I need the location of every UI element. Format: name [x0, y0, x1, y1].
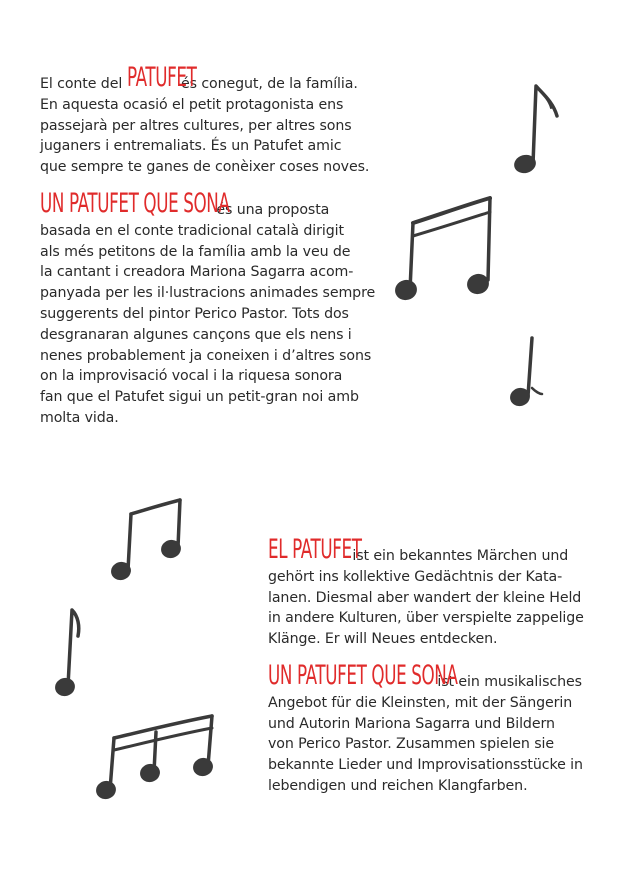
- german-desc-line-2: Angebot für die Kleinsten, mit der Sängerin: [268, 694, 573, 711]
- german-intro-line-5: Klänge. Er will Neues entdecken.: [268, 631, 498, 648]
- el-patufet-title: EL PATUFET: [268, 534, 362, 565]
- catalan-intro-line-5: que sempre te ganes de conèixer coses noves.: [40, 159, 370, 176]
- catalan-desc-line-11: molta vida.: [40, 409, 119, 426]
- german-intro-line-2: gehört ins kollektive Gedächtnis der Kata-: [268, 568, 563, 585]
- un-patufet-que-sona-title-de: UN PATUFET QUE SONA: [268, 660, 458, 691]
- quarter-note-icon: [500, 330, 555, 415]
- german-intro-line-3: lanen. Diesmal aber wandert der kleine Held: [268, 589, 582, 606]
- catalan-desc-line-5: panyada per les il·lustracions animades sempre: [40, 285, 376, 302]
- un-patufet-que-sona-title: UN PATUFET QUE SONA: [40, 188, 230, 219]
- catalan-desc-line-7: desgranaran algunes cançons que els nens i: [40, 326, 352, 343]
- catalan-desc-line-8: nenes probablement ja coneixen i d’altres sons: [40, 347, 372, 364]
- catalan-intro-line-3: passejarà per altres cultures, per altres sons: [40, 117, 352, 134]
- catalan-intro-line-4: juganers i entremaliats. És un Patufet amic: [40, 138, 342, 155]
- german-desc-line-4: von Perico Pastor. Zusammen spielen sie: [268, 736, 554, 753]
- german-description-paragraph: [268, 660, 588, 797]
- catalan-desc-line-3: als més petitons de la família amb la veu de: [40, 243, 351, 260]
- german-intro-line-4: in andere Kulturen, über verspielte zappelige: [268, 610, 584, 627]
- german-desc-line-5: bekannte Lieder und Improvisationsstücke in: [268, 757, 583, 774]
- beamed-notes-icon: [100, 492, 195, 587]
- eighth-note-icon: [505, 78, 575, 183]
- catalan-intro-lead-text: El conte del: [40, 76, 127, 92]
- beamed-triplet-icon: [88, 706, 223, 806]
- catalan-desc-line-1: és una proposta: [212, 202, 330, 218]
- german-desc-line-3: und Autorin Mariona Sagarra und Bildern: [268, 715, 555, 732]
- german-desc-line-1: ist ein musikalisches: [433, 674, 582, 690]
- catalan-description-paragraph: [40, 188, 380, 429]
- catalan-desc-line-10: fan que el Patufet sigui un petit-gran noi amb: [40, 389, 359, 406]
- german-intro-line-1: ist ein bekanntes Märchen und: [348, 548, 569, 564]
- patufet-title: PATUFET: [126, 62, 197, 93]
- catalan-desc-line-4: la cantant i creadora Mariona Sagarra acom-: [40, 264, 354, 281]
- catalan-intro-line-2: En aquesta ocasió el petit protagonista ens: [40, 96, 344, 113]
- catalan-intro-paragraph: [40, 62, 370, 178]
- eighth-note-icon: [48, 600, 108, 700]
- catalan-desc-line-2: basada en el conte tradicional català dirigit: [40, 222, 344, 239]
- catalan-desc-line-6: suggerents del pintor Perico Pastor. Tots dos: [40, 305, 349, 322]
- german-intro-paragraph: [268, 534, 588, 650]
- german-desc-line-6: lebendigen und reichen Klangfarben.: [268, 777, 528, 794]
- catalan-desc-line-9: on la improvisació vocal i la riquesa sonora: [40, 368, 343, 385]
- catalan-intro-line-1: és conegut, de la família.: [176, 76, 358, 92]
- beamed-notes-icon: [388, 190, 503, 310]
